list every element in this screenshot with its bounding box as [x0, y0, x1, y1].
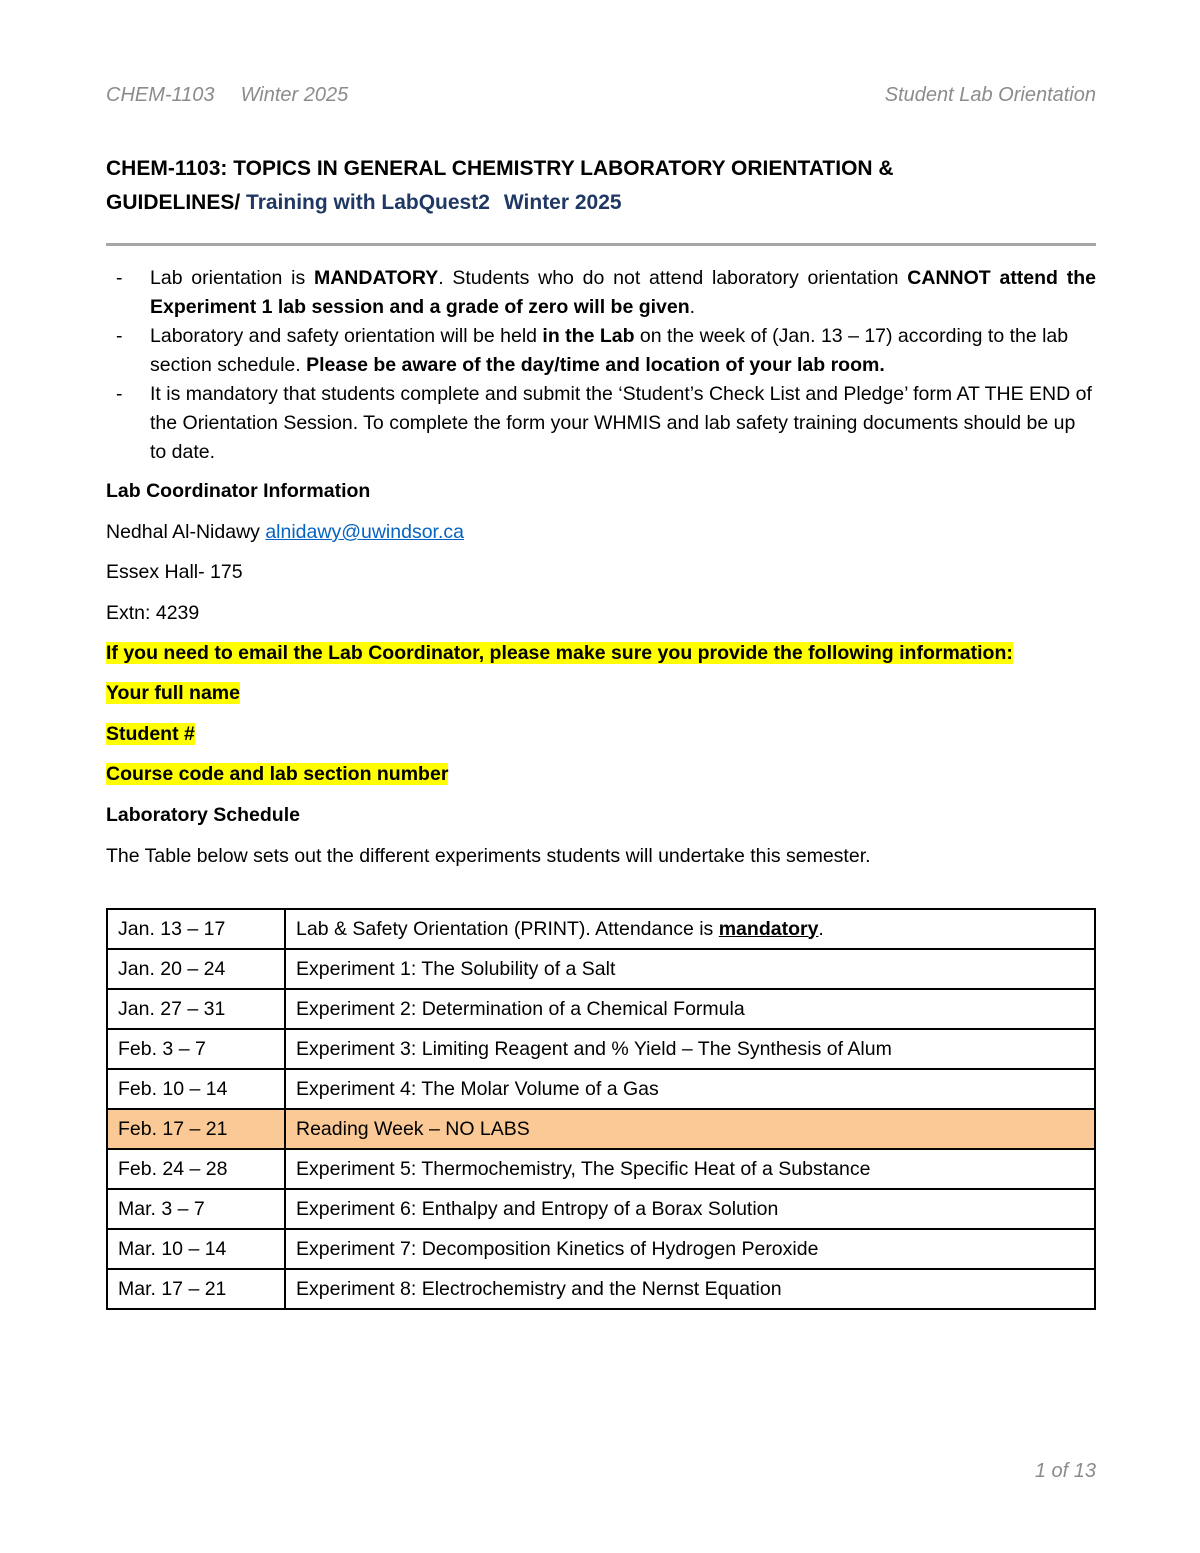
title-line-2	[106, 186, 1096, 220]
schedule-date: Feb. 3 – 7	[107, 1029, 285, 1069]
table-row	[107, 1149, 1095, 1189]
bullet-text: Laboratory and safety orientation will be held	[150, 325, 543, 347]
bullet-bold-text: CANNOT attend the Experiment 1 lab session and a grade of zero will be given	[150, 267, 1096, 318]
coordinator-name: Nedhal Al-Nidawy	[106, 521, 260, 543]
document-title	[106, 152, 1096, 220]
coordinator-office: Essex Hall- 175	[106, 561, 243, 583]
email-item-student-number	[106, 721, 195, 747]
schedule-activity: Experiment 2: Determination of a Chemical Formula	[285, 989, 1095, 1029]
schedule-date: Mar. 3 – 7	[107, 1189, 285, 1229]
table-row	[107, 1069, 1095, 1109]
email-item-name	[106, 680, 240, 706]
header-course: CHEM-1103	[106, 84, 215, 106]
schedule-date: Jan. 13 – 17	[107, 909, 285, 949]
schedule-date: Mar. 17 – 21	[107, 1269, 285, 1309]
coordinator-heading: Lab Coordinator Information	[106, 480, 371, 502]
page-number: 1 of 13	[1034, 1460, 1096, 1482]
bullet-checklist-pledge	[106, 380, 1096, 467]
email-instructions	[106, 640, 1013, 666]
table-row	[107, 1029, 1095, 1069]
bullet-text: Lab orientation is	[150, 267, 314, 289]
schedule-date: Feb. 10 – 14	[107, 1069, 285, 1109]
bullet-dash: -	[116, 267, 123, 289]
schedule-date: Feb. 17 – 21	[107, 1109, 285, 1149]
schedule-heading: Laboratory Schedule	[106, 804, 300, 826]
table-row	[107, 989, 1095, 1029]
document-page	[106, 0, 1096, 1553]
bullet-bold-text: Please be aware of the day/time and location of your lab room.	[306, 354, 885, 376]
header-term: Winter 2025	[240, 84, 349, 106]
schedule-intro: The Table below sets out the different experiments students will undertake this semester.	[106, 845, 871, 867]
lab-schedule-table	[106, 908, 1096, 1310]
table-row	[107, 949, 1095, 989]
title-guidelines: GUIDELINES/	[106, 191, 241, 214]
bullet-mandatory	[106, 264, 1096, 322]
email-item-text: Your full name	[106, 682, 240, 704]
table-row	[107, 1229, 1095, 1269]
activity-text: Lab & Safety Orientation (PRINT). Attendance is	[296, 917, 719, 940]
header-left	[106, 84, 348, 107]
bullet-dash: -	[116, 325, 123, 347]
schedule-activity: Experiment 1: The Solubility of a Salt	[285, 949, 1095, 989]
coordinator-contact	[106, 519, 464, 545]
schedule-activity: Experiment 8: Electrochemistry and the Nernst Equation	[285, 1269, 1095, 1309]
bullet-text: .	[689, 296, 696, 318]
schedule-activity: Experiment 4: The Molar Volume of a Gas	[285, 1069, 1095, 1109]
title-subtitle	[246, 191, 622, 214]
bullet-orientation-week	[106, 322, 1096, 380]
bullet-bold-text: MANDATORY	[313, 267, 439, 289]
schedule-activity: Experiment 7: Decomposition Kinetics of Hydrogen Peroxide	[285, 1229, 1095, 1269]
schedule-activity: Experiment 5: Thermochemistry, The Specific Heat of a Substance	[285, 1149, 1095, 1189]
schedule-activity: Experiment 6: Enthalpy and Entropy of a Borax Solution	[285, 1189, 1095, 1229]
bullet-text: on the week of (Jan. 13 – 17) according to the lab section schedule.	[150, 325, 1069, 376]
schedule-date: Mar. 10 – 14	[107, 1229, 285, 1269]
title-term: Winter 2025	[503, 191, 622, 214]
schedule-activity: Reading Week – NO LABS	[285, 1109, 1095, 1149]
title-line-1: CHEM-1103: TOPICS IN GENERAL CHEMISTRY LABORATORY ORIENTATION &	[106, 157, 894, 180]
bullet-text: It is mandatory that students complete and submit the ‘Student’s Check List and Pledge’ form AT THE END of the Orientation Session. To complete the form your WHMIS and lab safety training documents should be up to date.	[150, 383, 1092, 463]
horizontal-divider	[106, 243, 1096, 246]
table-row	[107, 909, 1095, 949]
coordinator-email-link[interactable]: alnidawy@uwindsor.ca	[265, 521, 464, 543]
schedule-date: Jan. 20 – 24	[107, 949, 285, 989]
bullet-dash: -	[116, 383, 123, 405]
table-row	[107, 1269, 1095, 1309]
email-item-text: Course code and lab section number	[106, 763, 449, 785]
activity-text: .	[818, 917, 824, 940]
schedule-activity: Experiment 3: Limiting Reagent and % Yield – The Synthesis of Alum	[285, 1029, 1095, 1069]
email-instructions-text: If you need to email the Lab Coordinator, please make sure you provide the following information:	[106, 642, 1013, 664]
schedule-date: Feb. 24 – 28	[107, 1149, 285, 1189]
schedule-date: Jan. 27 – 31	[107, 989, 285, 1029]
email-item-course-code	[106, 761, 448, 787]
table-row	[107, 1189, 1095, 1229]
schedule-activity	[285, 909, 1095, 949]
header-doc-title: Student Lab Orientation	[884, 84, 1096, 106]
bullet-bold-text: in the Lab	[542, 325, 635, 347]
title-subtitle-text: Training with LabQuest2	[246, 191, 490, 214]
table-row-reading-week	[107, 1109, 1095, 1149]
bullet-text: . Students who do not attend laboratory orientation	[438, 267, 908, 289]
email-item-text: Student #	[106, 723, 195, 745]
coordinator-extension: Extn: 4239	[106, 602, 200, 624]
activity-emphasis: mandatory	[718, 917, 819, 940]
orientation-bullet-list	[106, 264, 1096, 467]
